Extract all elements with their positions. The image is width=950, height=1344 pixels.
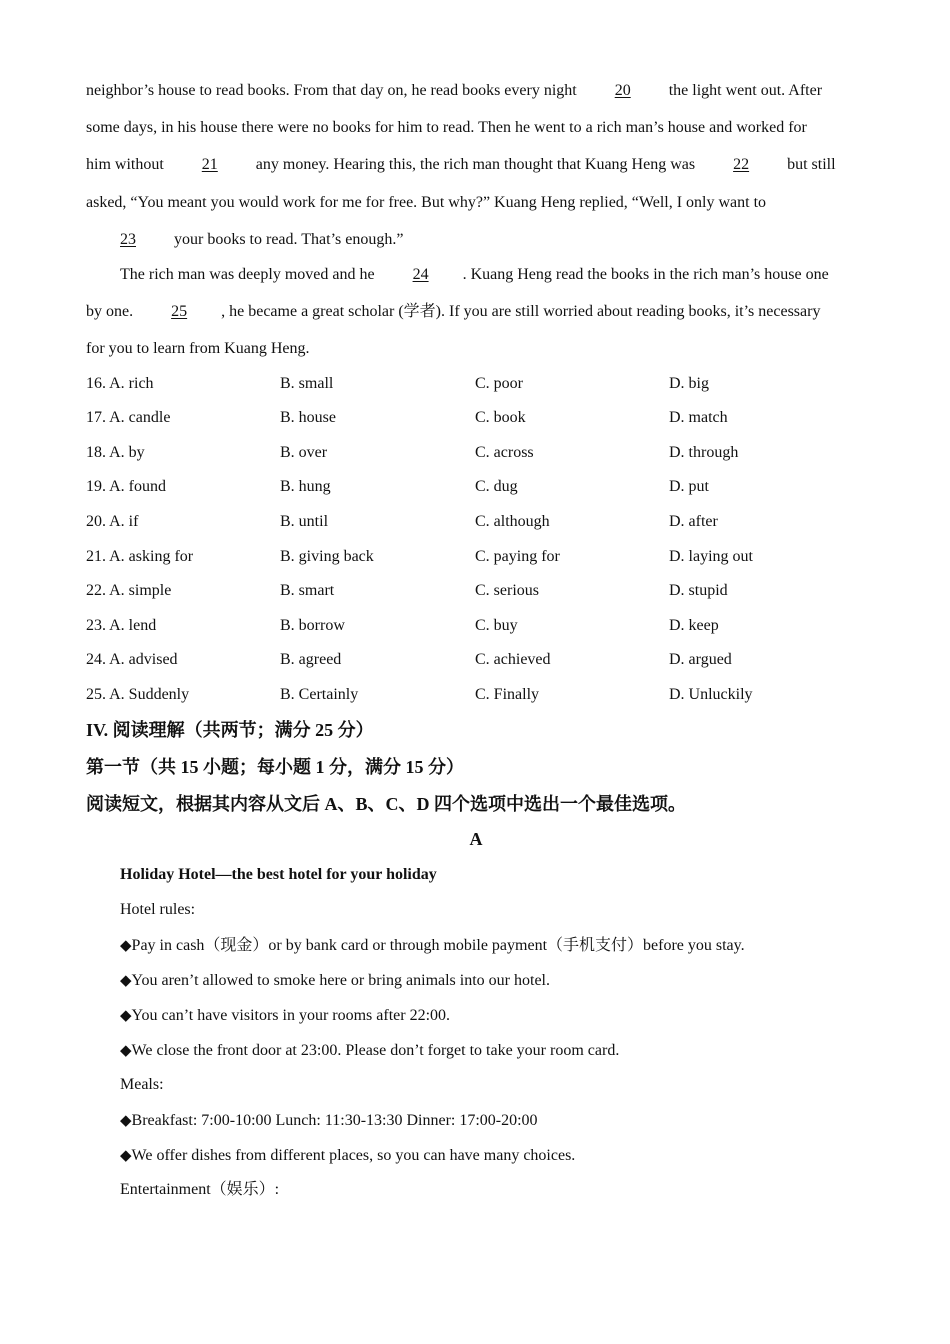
option-b: B. hung <box>280 478 331 495</box>
option-row-16 <box>86 373 866 395</box>
option-a: 24. A. advised <box>86 651 178 668</box>
option-c: C. paying for <box>475 548 560 565</box>
entertainment-label: Entertainment（娱乐）: <box>120 1181 280 1198</box>
passage-line-4: asked, “You meant you would work for me for free. But why?” Kuang Heng replied, “Well, I only want to <box>86 194 767 211</box>
instruction-heading: 阅读短文，根据其内容从文后 A、B、C、D 四个选项中选出一个最佳选项。 <box>86 794 686 814</box>
blank-20: 20 <box>614 82 631 99</box>
option-b: B. giving back <box>280 548 374 565</box>
meal-item: ◆We offer dishes from different places, so you can have many choices. <box>120 1146 576 1164</box>
part-heading: 第一节（共 15 小题；每小题 1 分，满分 15 分） <box>86 757 464 777</box>
blank-21: 21 <box>201 156 218 173</box>
option-c: C. buy <box>475 617 518 634</box>
option-row-24 <box>86 649 866 671</box>
diamond-bullet-icon: ◆ <box>120 1006 132 1024</box>
option-d: D. put <box>669 478 709 495</box>
option-b: B. smart <box>280 582 335 599</box>
option-a: 19. A. found <box>86 478 166 495</box>
option-b: B. over <box>280 444 328 461</box>
option-b: B. until <box>280 513 329 530</box>
option-b: B. Certainly <box>280 686 359 703</box>
option-a: 17. A. candle <box>86 409 171 426</box>
blank-24: 24 <box>412 266 429 283</box>
option-a: 25. A. Suddenly <box>86 686 190 703</box>
option-d: D. stupid <box>669 582 728 599</box>
option-b: B. small <box>280 375 334 392</box>
option-row-19 <box>86 476 866 498</box>
section-heading: IV. 阅读理解（共两节；满分 25 分） <box>86 720 374 740</box>
option-row-23 <box>86 615 866 637</box>
option-row-20 <box>86 511 866 533</box>
meal-item: ◆Breakfast: 7:00-10:00 Lunch: 11:30-13:30 Dinner: 17:00-20:00 <box>120 1111 538 1129</box>
option-d: D. after <box>669 513 718 530</box>
option-d: D. Unluckily <box>669 686 753 703</box>
option-c: C. poor <box>475 375 523 392</box>
option-d: D. argued <box>669 651 732 668</box>
diamond-bullet-icon: ◆ <box>120 936 132 954</box>
rule-item: ◆Pay in cash（现金）or by bank card or through mobile payment（手机支付）before you stay. <box>120 936 745 954</box>
option-a: 18. A. by <box>86 444 145 461</box>
option-d: D. keep <box>669 617 719 634</box>
option-c: C. achieved <box>475 651 551 668</box>
rule-item: ◆You can’t have visitors in your rooms after 22:00. <box>120 1006 451 1024</box>
option-a: 20. A. if <box>86 513 139 530</box>
diamond-bullet-icon: ◆ <box>120 1041 132 1059</box>
option-d: D. laying out <box>669 548 753 565</box>
option-d: D. through <box>669 444 739 461</box>
option-a: 22. A. simple <box>86 582 172 599</box>
rule-item: ◆You aren’t allowed to smoke here or bring animals into our hotel. <box>120 971 550 989</box>
option-b: B. borrow <box>280 617 345 634</box>
option-a: 16. A. rich <box>86 375 154 392</box>
meals-label: Meals: <box>120 1076 164 1093</box>
passage-line-7: by one. 25 , he became a great scholar (学者). If you are still worried about reading books, it’s necessary <box>86 301 820 323</box>
option-d: D. match <box>669 409 728 426</box>
rule-item: ◆We close the front door at 23:00. Please don’t forget to take your room card. <box>120 1041 620 1059</box>
passage-line-3: him without 21 any money. Hearing this, the rich man thought that Kuang Heng was 22 but still <box>86 154 836 176</box>
option-row-25 <box>86 684 866 706</box>
option-row-17 <box>86 407 866 429</box>
passage-line-2: some days, in his house there were no books for him to read. Then he went to a rich man’s house and worked for <box>86 119 807 136</box>
passage-line-1: neighbor’s house to read books. From that day on, he read books every night 20 the light went out. After <box>86 80 822 102</box>
blank-22: 22 <box>733 156 750 173</box>
passage-line-5: 23 your books to read. That’s enough.” <box>86 229 403 251</box>
diamond-bullet-icon: ◆ <box>120 1146 132 1164</box>
blank-23: 23 <box>120 231 136 248</box>
option-row-22 <box>86 580 866 602</box>
option-b: B. agreed <box>280 651 342 668</box>
option-d: D. big <box>669 375 709 392</box>
option-c: C. although <box>475 513 550 530</box>
option-c: C. serious <box>475 582 539 599</box>
passage-line-8: for you to learn from Kuang Heng. <box>86 340 310 357</box>
passage-letter: A <box>469 829 483 849</box>
rules-label: Hotel rules: <box>120 901 196 918</box>
passage-line-6: The rich man was deeply moved and he 24 . Kuang Heng read the books in the rich man’s house one <box>120 264 829 286</box>
option-c: C. dug <box>475 478 518 495</box>
diamond-bullet-icon: ◆ <box>120 1111 132 1129</box>
diamond-bullet-icon: ◆ <box>120 971 132 989</box>
blank-25: 25 <box>171 303 188 320</box>
option-c: C. Finally <box>475 686 540 703</box>
option-c: C. book <box>475 409 526 426</box>
option-b: B. house <box>280 409 336 426</box>
hotel-title: Holiday Hotel—the best hotel for your holiday <box>120 866 437 883</box>
option-c: C. across <box>475 444 534 461</box>
option-row-21 <box>86 546 866 568</box>
option-a: 21. A. asking for <box>86 548 194 565</box>
option-a: 23. A. lend <box>86 617 157 634</box>
option-row-18 <box>86 442 866 464</box>
